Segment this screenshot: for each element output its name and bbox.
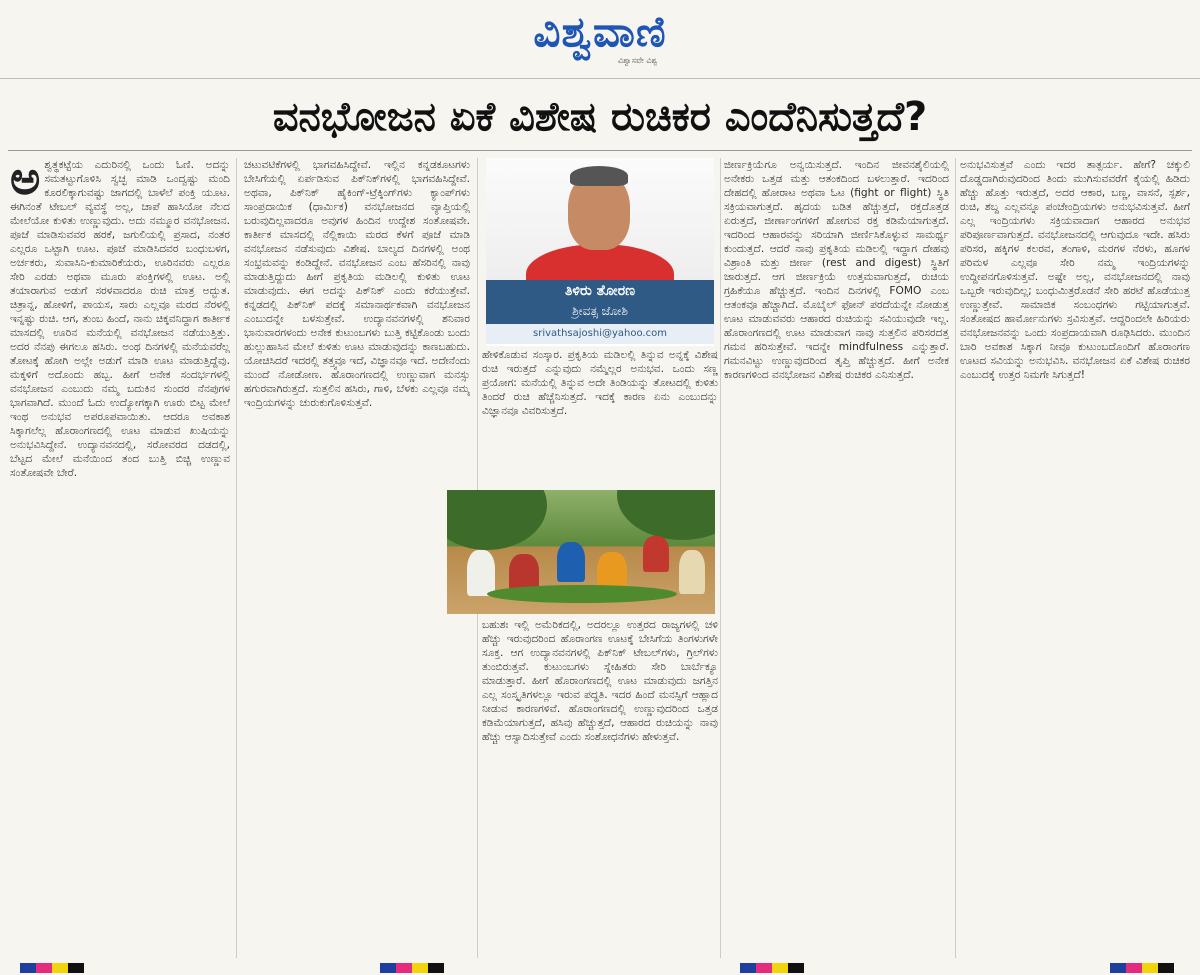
column-text: ಜೀರ್ಣಕ್ರಿಯೆಗೂ ಅನ್ವಯಿಸುತ್ತದೆ. ಇಂದಿನ ಜೀವನಶೈಲಿಯಲ್ಲಿ ಅನೇಕರು ಒತ್ತಡ ಮತ್ತು ಆತಂಕದಿಂದ ಬಳಲುತ್ತಾರೆ. ಇದರಿಂದ ದೇಹದಲ್ಲಿ ಹೋರಾಟ ಅಥವಾ ಓಟ (fight or flight) ಸ್ಥಿತಿ ಸಕ್ರಿಯವಾಗುತ್ತದೆ. ಹೃದಯ ಬಡಿತ ಹೆಚ್ಚುತ್ತದೆ, ರಕ್ತದೊತ್ತಡ ಏರುತ್ತದೆ, ಜೀರ್ಣಾಂಗಗಳಿಗೆ ಹೋಗುವ ರಕ್ತ ಕಡಿಮೆಯಾಗುತ್ತದೆ. ಇದರಿಂದ ಆಹಾರವನ್ನು ಸರಿಯಾಗಿ ಜೀರ್ಣಿಸಿಕೊಳ್ಳುವ ಸಾಮರ್ಥ್ಯ ಕುಂದುತ್ತದೆ. ಆದರೆ ನಾವು ಪ್ರಕೃತಿಯ ಮಡಿಲಲ್ಲಿ ಇದ್ದಾಗ ದೇಹವು ವಿಶ್ರಾಂತಿ ಮತ್ತು ಜೀರ್ಣ (rest and digest) ಸ್ಥಿತಿಗೆ ಜಾರುತ್ತದೆ. ಆಗ ಜೀರ್ಣಕ್ರಿಯೆ ಉತ್ತಮವಾಗುತ್ತದೆ, ರುಚಿಯ ಗ್ರಹಿಕೆಯೂ ಹೆಚ್ಚುತ್ತದೆ. ಇಂದಿನ ದಿನಗಳಲ್ಲಿ FOMO ಎಂಬ ಆತಂಕವೂ ಹೆಚ್ಚಾಗಿದೆ. ಮೊಬೈಲ್ ಫೋನ್ ಪರದೆಯನ್ನೇ ನೋಡುತ್ತ ಊಟ ಮಾಡುವವರು ಆಹಾರದ ರುಚಿಯನ್ನು ಸವಿಯುವುದೇ ಇಲ್ಲ. ಹೊರಾಂಗಣದಲ್ಲಿ ಊಟ ಮಾಡುವಾಗ ನಾವು ಸುತ್ತಲಿನ ಪರಿಸರದತ್ತ ಗಮನ ಹರಿಸುತ್ತೇವೆ. ಇದನ್ನೇ mindfulness ಎನ್ನುತ್ತಾರೆ. ಗಮನವಿಟ್ಟು ಉಣ್ಣುವುದರಿಂದ ತೃಪ್ತಿ ಹೆಚ್ಚುತ್ತದೆ. ಹೀಗೆ ಅನೇಕ ಕಾರಣಗಳಿಂದ ವನಭೋಜನ ವಿಶೇಷ ರುಚಿಕರ ಎನಿಸುತ್ತದೆ. xyxy=(724,159,949,381)
column-divider xyxy=(236,158,237,958)
print-registration-mark xyxy=(20,963,84,973)
column-divider xyxy=(955,158,956,958)
color-swatch xyxy=(412,963,428,973)
article-column-2 xyxy=(244,158,470,963)
color-swatch xyxy=(20,963,36,973)
color-swatch xyxy=(788,963,804,973)
color-swatch xyxy=(428,963,444,973)
tree-canopy xyxy=(447,490,547,550)
article-column-4 xyxy=(724,158,949,963)
logo-tagline: ವಿಶ್ವಾಸವೇ ವಿಶ್ವ xyxy=(618,56,658,65)
author-name: ಶ್ರೀವತ್ಸ ಜೋಶಿ xyxy=(572,304,628,318)
portrait-hair xyxy=(570,166,628,186)
color-swatch xyxy=(52,963,68,973)
article-column-3-bottom xyxy=(482,618,718,962)
color-swatch xyxy=(756,963,772,973)
column-text: ಚಟುವಟಿಕೆಗಳಲ್ಲಿ ಭಾಗವಹಿಸಿದ್ದೇವೆ. ಇಲ್ಲಿನ ಕನ್ನಡಕೂಟಗಳು ಬೇಸಿಗೆಯಲ್ಲಿ ಏರ್ಪಡಿಸುವ ಪಿಕ್‌ನಿಕ್‌ಗಳಲ್ಲಿ ಭಾಗವಹಿಸಿದ್ದೇವೆ. ಅಥವಾ, ಪಿಕ್‌ನಿಕ್ ಹೈಕಿಂಗ್-ಟ್ರೆಕ್ಕಿಂಗ್‌ಗಳು ಕ್ಯಾಂಪ್‌ಗಳು ಸಾಂಪ್ರದಾಯಿಕ (ಧಾರ್ಮಿಕ) ವನಭೋಜನದ ವ್ಯಾಪ್ತಿಯಲ್ಲಿ ಬರುವುದಿಲ್ಲವಾದರೂ ಅವುಗಳ ಹಿಂದಿನ ಉದ್ದೇಶ ಸಂತೋಷವೇ. ಕಾರ್ತೀಕ ಮಾಸದಲ್ಲಿ ನೆಲ್ಲಿಕಾಯಿ ಮರದ ಕೆಳಗೆ ಪೂಜೆ ಮಾಡಿ ವನಭೋಜನ ನಡೆಸುವುದು ವಿಶೇಷ. ಬಾಲ್ಯದ ದಿನಗಳಲ್ಲಿ ಅಂಥ ಸಂಭ್ರಮವನ್ನು ಕಂಡಿದ್ದೇನೆ. ವನಭೋಜನ ಎಂಬ ಹೆಸರಿನಲ್ಲಿ ನಾವು ಮಾಡುತ್ತಿದ್ದುದು ಹೀಗೆ ಪ್ರಕೃತಿಯ ಮಡಿಲಲ್ಲಿ ಕುಳಿತು ಊಟ ಮಾಡುವುದು. ಈಗ ಅದನ್ನು ಪಿಕ್‌ನಿಕ್ ಎಂದು ಕರೆಯುತ್ತೇವೆ. ಕನ್ನಡದಲ್ಲಿ ಪಿಕ್‌ನಿಕ್ ಪದಕ್ಕೆ ಸಮಾನಾರ್ಥಕವಾಗಿ ವನಭೋಜನ ಎಂಬುದನ್ನೇ ಬಳಸುತ್ತೇವೆ. ಉದ್ಯಾನವನಗಳಲ್ಲಿ ಶನಿವಾರ ಭಾನುವಾರಗಳಂದು ಅನೇಕ ಕುಟುಂಬಗಳು ಬುತ್ತಿ ಕಟ್ಟಿಕೊಂಡು ಬಂದು ಹುಲ್ಲುಹಾಸಿನ ಮೇಲೆ ಕುಳಿತು ಊಟ ಮಾಡುವುದನ್ನು ಕಾಣಬಹುದು. ಯೋಚಿಸಿದರೆ ಇದರಲ್ಲಿ ತತ್ತ್ವವೂ ಇದೆ, ವಿಜ್ಞಾನವೂ ಇದೆ. ಅದೇನೆಂದು ಮುಂದೆ ನೋಡೋಣ. ಹೊರಾಂಗಣದಲ್ಲಿ ಉಣ್ಣುವಾಗ ಮನಸ್ಸು ಹಗುರವಾಗಿರುತ್ತದೆ. ಸುತ್ತಲಿನ ಹಸಿರು, ಗಾಳಿ, ಬೆಳಕು ಎಲ್ಲವೂ ನಮ್ಮ ಇಂದ್ರಿಯಗಳನ್ನು ಚುರುಕುಗೊಳಿಸುತ್ತವೆ. xyxy=(244,159,470,409)
columnist-photo xyxy=(486,158,714,280)
color-swatch xyxy=(1158,963,1174,973)
tree-canopy xyxy=(617,490,715,540)
columnist-box xyxy=(486,158,714,346)
columnist-banner xyxy=(486,280,714,324)
person-figure xyxy=(643,536,669,572)
picnic-photo xyxy=(447,490,715,614)
column-name: ತಿಳಿರು ತೋರಣ xyxy=(564,283,636,299)
print-registration-mark xyxy=(1110,963,1174,973)
color-swatch xyxy=(36,963,52,973)
color-swatch xyxy=(68,963,84,973)
print-registration-mark xyxy=(740,963,804,973)
column-text: ಹೇಳಿಕೊಡುವ ಸಂಸ್ಕಾರ. ಪ್ರಕೃತಿಯ ಮಡಿಲಲ್ಲಿ ತಿನ್ನುವ ಅನ್ನಕ್ಕೆ ವಿಶೇಷ ರುಚಿ ಇರುತ್ತದೆ ಎನ್ನುವುದು ನಮ್ಮೆಲ್ಲರ ಅನುಭವ. ಒಂದು ಸಣ್ಣ ಪ್ರಯೋಗ: ಮನೆಯಲ್ಲಿ ತಿನ್ನುವ ಅದೇ ತಿಂಡಿಯನ್ನು ತೋಟದಲ್ಲಿ ಕುಳಿತು ತಿಂದರೆ ರುಚಿ ಹೆಚ್ಚೆನಿಸುತ್ತದೆ. ಇದಕ್ಕೆ ಕಾರಣ ಏನು ಎಂಬುದನ್ನು ವಿಜ್ಞಾನವೂ ವಿವರಿಸುತ್ತದೆ. xyxy=(482,349,718,417)
person-figure xyxy=(557,542,585,582)
color-swatch xyxy=(396,963,412,973)
color-swatch xyxy=(1126,963,1142,973)
color-swatch xyxy=(740,963,756,973)
color-swatch xyxy=(380,963,396,973)
banana-leaf-meal xyxy=(487,585,677,603)
article-headline: ವನಭೋಜನ ಏಕೆ ವಿಶೇಷ ರುಚಿಕರ ಎಂದೆನಿಸುತ್ತದೆ? xyxy=(272,94,928,140)
logo-text: ವಿಶ್ವವಾಣಿ xyxy=(533,7,667,56)
column-text: ಅನುಭವಿಸುತ್ತವೆ ಎಂದು ಇದರ ತಾತ್ಪರ್ಯ. ಹೇಗೆ? ಚಕ್ಕುಲಿ ದೊಡ್ಡದಾಗಿರುವುದರಿಂದ ತಿಂದು ಮುಗಿಸುವವರೆಗೆ ಕೈಯಲ್ಲಿ ಹಿಡಿದು ಹೆಚ್ಚು ಹೊತ್ತು ಇರುತ್ತದೆ, ಅದರ ಆಕಾರ, ಬಣ್ಣ, ವಾಸನೆ, ಸ್ಪರ್ಶ, ರುಚಿ, ಶಬ್ದ ಎಲ್ಲವನ್ನೂ ಪಂಚೇಂದ್ರಿಯಗಳು ಅನುಭವಿಸುತ್ತವೆ. ಹೀಗೆ ಎಲ್ಲ ಇಂದ್ರಿಯಗಳು ಸಕ್ರಿಯವಾದಾಗ ಆಹಾರದ ಅನುಭವ ಪರಿಪೂರ್ಣವಾಗುತ್ತದೆ. ವನಭೋಜನದಲ್ಲಿ ಆಗುವುದೂ ಇದೇ. ಹಸಿರು ಪರಿಸರ, ಹಕ್ಕಿಗಳ ಕಲರವ, ತಂಗಾಳಿ, ಮರಗಳ ನೆರಳು, ಹೂಗಳ ಪರಿಮಳ ಎಲ್ಲವೂ ಸೇರಿ ನಮ್ಮ ಇಂದ್ರಿಯಗಳನ್ನು ಉದ್ದೀಪನಗೊಳಿಸುತ್ತವೆ. ಅಷ್ಟೇ ಅಲ್ಲ, ವನಭೋಜನದಲ್ಲಿ ನಾವು ಒಬ್ಬರೇ ಇರುವುದಿಲ್ಲ; ಬಂಧುಮಿತ್ರರೊಡನೆ ಸೇರಿ ಹರಟೆ ಹೊಡೆಯುತ್ತ ಉಣ್ಣುತ್ತೇವೆ. ಸಾಮಾಜಿಕ ಸಂಬಂಧಗಳು ಗಟ್ಟಿಯಾಗುತ್ತವೆ. ಸಂತೋಷದ ಹಾರ್ಮೋನುಗಳು ಸ್ರವಿಸುತ್ತವೆ. ಆದ್ದರಿಂದಲೇ ಹಿರಿಯರು ವನಭೋಜನವನ್ನು ಒಂದು ಸಂಪ್ರದಾಯವಾಗಿ ರೂಢಿಸಿದರು. ಮುಂದಿನ ಬಾರಿ ಅವಕಾಶ ಸಿಕ್ಕಾಗ ನೀವೂ ಕುಟುಂಬದೊಂದಿಗೆ ಹೊರಾಂಗಣ ಊಟದ ಸವಿಯನ್ನು ಅನುಭವಿಸಿ. ವನಭೋಜನ ಏಕೆ ವಿಶೇಷ ರುಚಿಕರ ಎಂಬುದಕ್ಕೆ ಉತ್ತರ ನಿಮಗೇ ಸಿಗುತ್ತದೆ! xyxy=(960,159,1190,381)
article-column-3-top xyxy=(482,348,718,488)
newspaper-logo xyxy=(500,4,700,66)
author-email[interactable]: srivathsajoshi@yahoo.com xyxy=(486,324,714,344)
article-column-1 xyxy=(10,158,230,963)
article-column-5 xyxy=(960,158,1190,963)
color-swatch xyxy=(1142,963,1158,973)
column-text: ಬಹುಶಃ ಇಲ್ಲಿ ಅಮೆರಿಕದಲ್ಲಿ, ಅದರಲ್ಲೂ ಉತ್ತರದ ರಾಜ್ಯಗಳಲ್ಲಿ ಚಳಿ ಹೆಚ್ಚು ಇರುವುದರಿಂದ ಹೊರಾಂಗಣ ಊಟಕ್ಕೆ ಬೇಸಿಗೆಯ ತಿಂಗಳುಗಳೇ ಸೂಕ್ತ. ಆಗ ಉದ್ಯಾನವನಗಳಲ್ಲಿ ಪಿಕ್‌ನಿಕ್ ಟೇಬಲ್‌ಗಳು, ಗ್ರಿಲ್‌ಗಳು ತುಂಬಿರುತ್ತವೆ. ಕುಟುಂಬಗಳು ಸ್ನೇಹಿತರು ಸೇರಿ ಬಾರ್ಬೆಕ್ಯೂ ಮಾಡುತ್ತಾರೆ. ಹೀಗೆ ಹೊರಾಂಗಣದಲ್ಲಿ ಊಟ ಮಾಡುವುದು ಜಗತ್ತಿನ ಎಲ್ಲ ಸಂಸ್ಕೃತಿಗಳಲ್ಲೂ ಇರುವ ಪದ್ಧತಿ. ಇದರ ಹಿಂದೆ ಮನಸ್ಸಿಗೆ ಆಹ್ಲಾದ ನೀಡುವ ಕಾರಣಗಳಿವೆ. ಹೊರಾಂಗಣದಲ್ಲಿ ಉಣ್ಣುವುದರಿಂದ ಒತ್ತಡ ಕಡಿಮೆಯಾಗುತ್ತದೆ, ಹಸಿವು ಹೆಚ್ಚುತ್ತದೆ, ಆಹಾರದ ರುಚಿಯನ್ನು ನಾವು ಹೆಚ್ಚು ಆಸ್ವಾದಿಸುತ್ತೇವೆ ಎಂದು ಸಂಶೋಧನೆಗಳು ಹೇಳುತ್ತವೆ. xyxy=(482,619,718,743)
person-figure xyxy=(467,550,495,596)
color-swatch xyxy=(772,963,788,973)
color-swatch xyxy=(1110,963,1126,973)
column-divider xyxy=(720,158,721,958)
drop-cap: ಅ xyxy=(10,158,41,205)
column-text: ಶ್ವತ್ಥಕಟ್ಟೆಯ ಎದುರಿನಲ್ಲಿ ಒಂದು ಓಣಿ. ಅದನ್ನು ಸಮತಟ್ಟುಗೊಳಿಸಿ ಸ್ವಚ್ಛ ಮಾಡಿ ಒಂದ್ವಷ್ಟು ಮಂದಿ ಕೂರಲಿಕ್ಕಾಗುವಷ್ಟು ಜಾಗದಲ್ಲಿ ಬಾಳೆಲೆ ಪಂಕ್ತಿ ಯೂಟ. ಈಗಿನಂತೆ ಟೇಬಲ್ ವ್ಯವಸ್ಥೆ ಅಲ್ಲ, ಚಾಪೆ ಹಾಸಿಯೋ ನೆಲದ ಮೇಲೆಯೋ ಕುಳಿತು ಉಣ್ಣುವುದು. ಅದು ನಮ್ಮೂರ ವನಭೋಜನ. ಪೂಜೆ ಮಾಡಿಸುವವರ ಹರಕೆ, ಜಗುಲಿಯಲ್ಲಿ ಪ್ರಸಾದ, ನಂತರ ಎಲ್ಲರೂ ಒಟ್ಟಾಗಿ ಊಟ. ಪೂಜೆ ಮಾಡಿಸಿದವರ ಬಂಧುಬಳಗ, ಅರ್ಚಕರು, ಸುವಾಸಿನಿ-ಕುಮಾರಿಕೆಯರು, ಊರಿನವರು ಎಲ್ಲರೂ ಸೇರಿ ಎರಡು ಅಥವಾ ಮೂರು ಪಂಕ್ತಿಗಳಲ್ಲಿ ಊಟ. ಅಲ್ಲಿ ತಯಾರಾಗುವ ಅಡುಗೆ ಸರಳವಾದರೂ ರುಚಿ ಮಾತ್ರ ಅದ್ಭುತ. ಚಿತ್ರಾನ್ನ, ಹೋಳಿಗೆ, ಪಾಯಸ, ಸಾರು ಎಲ್ಲವೂ ಮರದ ನೆರಳಲ್ಲಿ ಇನ್ನಷ್ಟು ರುಚಿ. ಆಗ, ತುಂಬ ಹಿಂದೆ, ನಾನು ಚಿಕ್ಕವನಿದ್ದಾಗ ಕಾರ್ತೀಕ ಮಾಸದಲ್ಲಿ ಊರಿನ ಮನೆಯಲ್ಲಿ ವನಭೋಜನ ನಡೆಯುತ್ತಿತ್ತು. ಅದರ ನೆನಪು ಈಗಲೂ ಹಸಿರು. ಅಂಥ ದಿನಗಳಲ್ಲಿ ಮನೆಯವರೆಲ್ಲ ತೋಟಕ್ಕೆ ಹೋಗಿ ಅಲ್ಲೇ ಅಡುಗೆ ಮಾಡಿ ಊಟ ಮಾಡುತ್ತಿದ್ದೆವು. ಮಕ್ಕಳಿಗೆ ಅದೊಂದು ಹಬ್ಬ. ಹೀಗೆ ಅನೇಕ ಸಂದರ್ಭಗಳಲ್ಲಿ ವನಭೋಜನ ಎಂಬುದು ನಮ್ಮ ಬದುಕಿನ ಸುಂದರ ನೆನಪುಗಳ ಭಾಗವಾಗಿದೆ. ಮುಂದೆ ಓದು ಉದ್ಯೋಗಕ್ಕಾಗಿ ಊರು ಬಿಟ್ಟ ಮೇಲೆ ಇಂಥ ಅನುಭವ ಅಪರೂಪವಾಯಿತು. ಆದರೂ ಅವಕಾಶ ಸಿಕ್ಕಾಗಲೆಲ್ಲ ಹೊರಾಂಗಣದಲ್ಲಿ ಊಟ ಮಾಡುವ ಖುಷಿಯನ್ನು ಅನುಭವಿಸಿದ್ದೇನೆ. ಉದ್ಯಾನವನದಲ್ಲಿ, ಸರೋವರದ ದಡದಲ್ಲಿ, ಬೆಟ್ಟದ ಮೇಲೆ ಮನೆಯಿಂದ ತಂದ ಬುತ್ತಿ ಬಿಚ್ಚಿ ಉಣ್ಣುವ ಸಂತೋಷವೇ ಬೇರೆ. xyxy=(10,159,230,479)
print-registration-mark xyxy=(380,963,444,973)
person-figure xyxy=(679,550,705,594)
headline-divider xyxy=(8,150,1192,151)
masthead xyxy=(0,0,1200,79)
